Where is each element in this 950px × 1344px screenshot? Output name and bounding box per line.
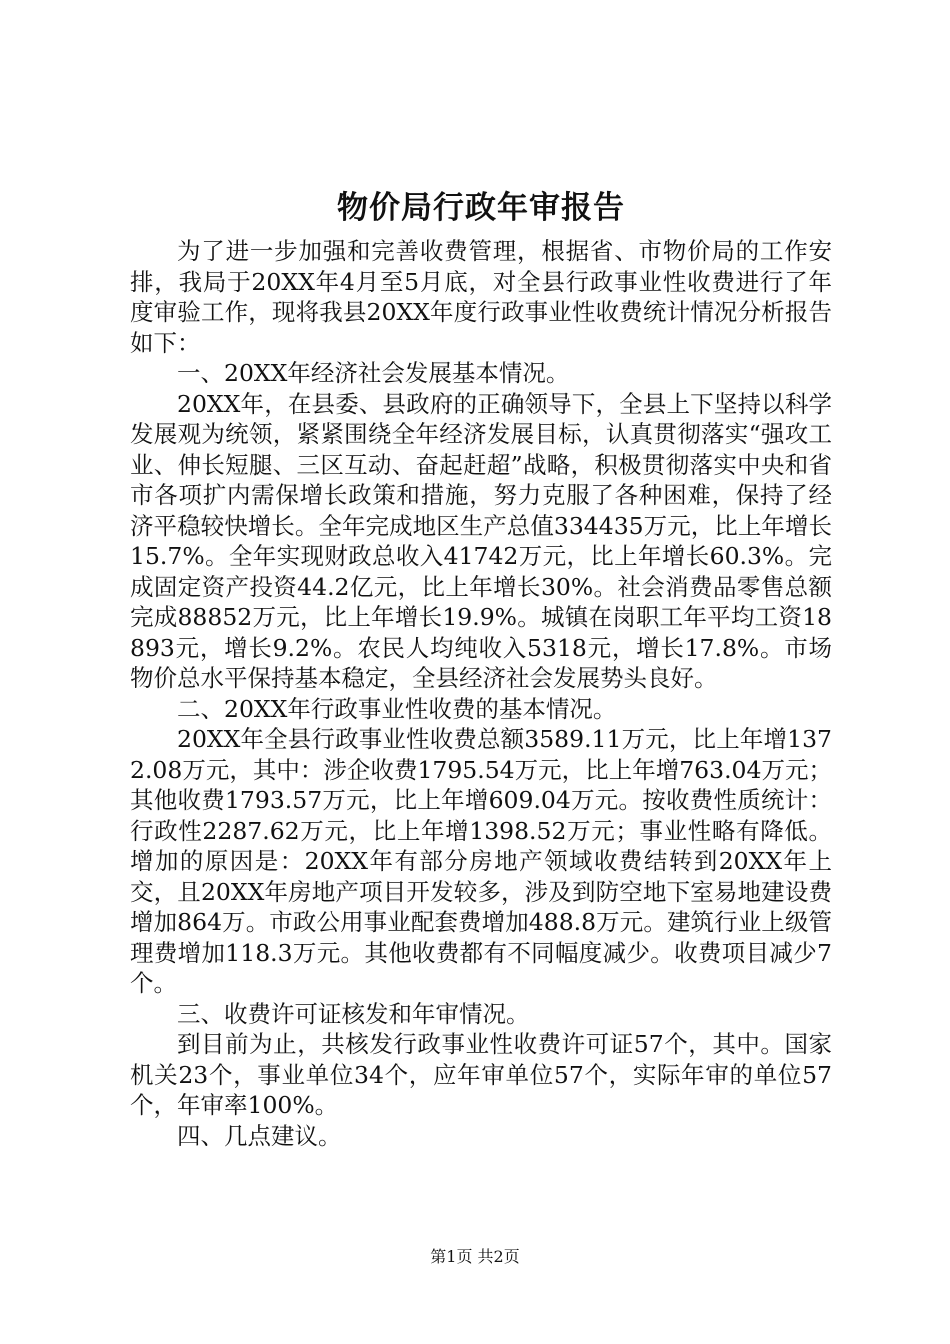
- section-heading-3: 三、收费许可证核发和年审情况。: [177, 999, 530, 1028]
- document-title: 物价局行政年审报告: [337, 190, 625, 226]
- paragraph-fees: 20XX年全县行政事业性收费总额3589.11万元，比上年增1372.08万元，其中：涉企收费1795.54万元，比上年增763.04万元；其他收费1793.57万元，比上年增609.04万元。按收费性质统计：行政性2287.62万元，比上年增1398.52万元；事业性略有降低。增加的原因是：20XX年有部分房地产领域收费结转到20XX年上交，且20XX年房地产项目开发较多，涉及到防空地下室易地建设费增加864万。市政公用事业配套费增加488.8万元。建筑行业上级管理费增加118.3万元。其他收费都有不同幅度减少。收费项目减少7个。: [130, 725, 832, 997]
- page-footer: 第1页 共2页: [430, 1247, 520, 1266]
- section-heading-4: 四、几点建议。: [177, 1121, 342, 1150]
- section-heading-2: 二、20XX年行政事业性收费的基本情况。: [177, 694, 617, 723]
- paragraph-economy: 20XX年，在县委、县政府的正确领导下，全县上下坚持以科学发展观为统领，紧紧围绕全年经济发展目标，认真贯彻落实“强攻工业、伸长短腿、三区互动、奋起赶超”战略，积极贯彻落实中央和省市各项扩内需保增长政策和措施，努力克服了各种困难，保持了经济平稳较快增长。全年完成地区生产总值334435万元，比上年增长15.7%。全年实现财政总收入41742万元，比上年增长60.3%。完成固定资产投资44.2亿元，比上年增长30%。社会消费品零售总额完成88852万元，比上年增长19.9%。城镇在岗职工年平均工资18893元，增长9.2%。农民人均纯收入5318元，增长17.8%。市场物价总水平保持基本稳定，全县经济社会发展势头良好。: [130, 389, 832, 692]
- section-heading-1: 一、20XX年经济社会发展基本情况。: [177, 359, 570, 387]
- paragraph-intro: 为了进一步加强和完善收费管理，根据省、市物价局的工作安排，我局于20XX年4月至5月底，对全县行政事业性收费进行了年度审验工作，现将我县20XX年度行政事业性收费统计情况分析报告如下：: [130, 237, 832, 357]
- paragraph-licenses: 到目前为止，共核发行政事业性收费许可证57个，其中。国家机关23个，事业单位34个，应年审单位57个，实际年审的单位57个，年审率100%。: [130, 1030, 832, 1119]
- document-page: [130, 186, 832, 1151]
- document-body: [130, 236, 832, 1151]
